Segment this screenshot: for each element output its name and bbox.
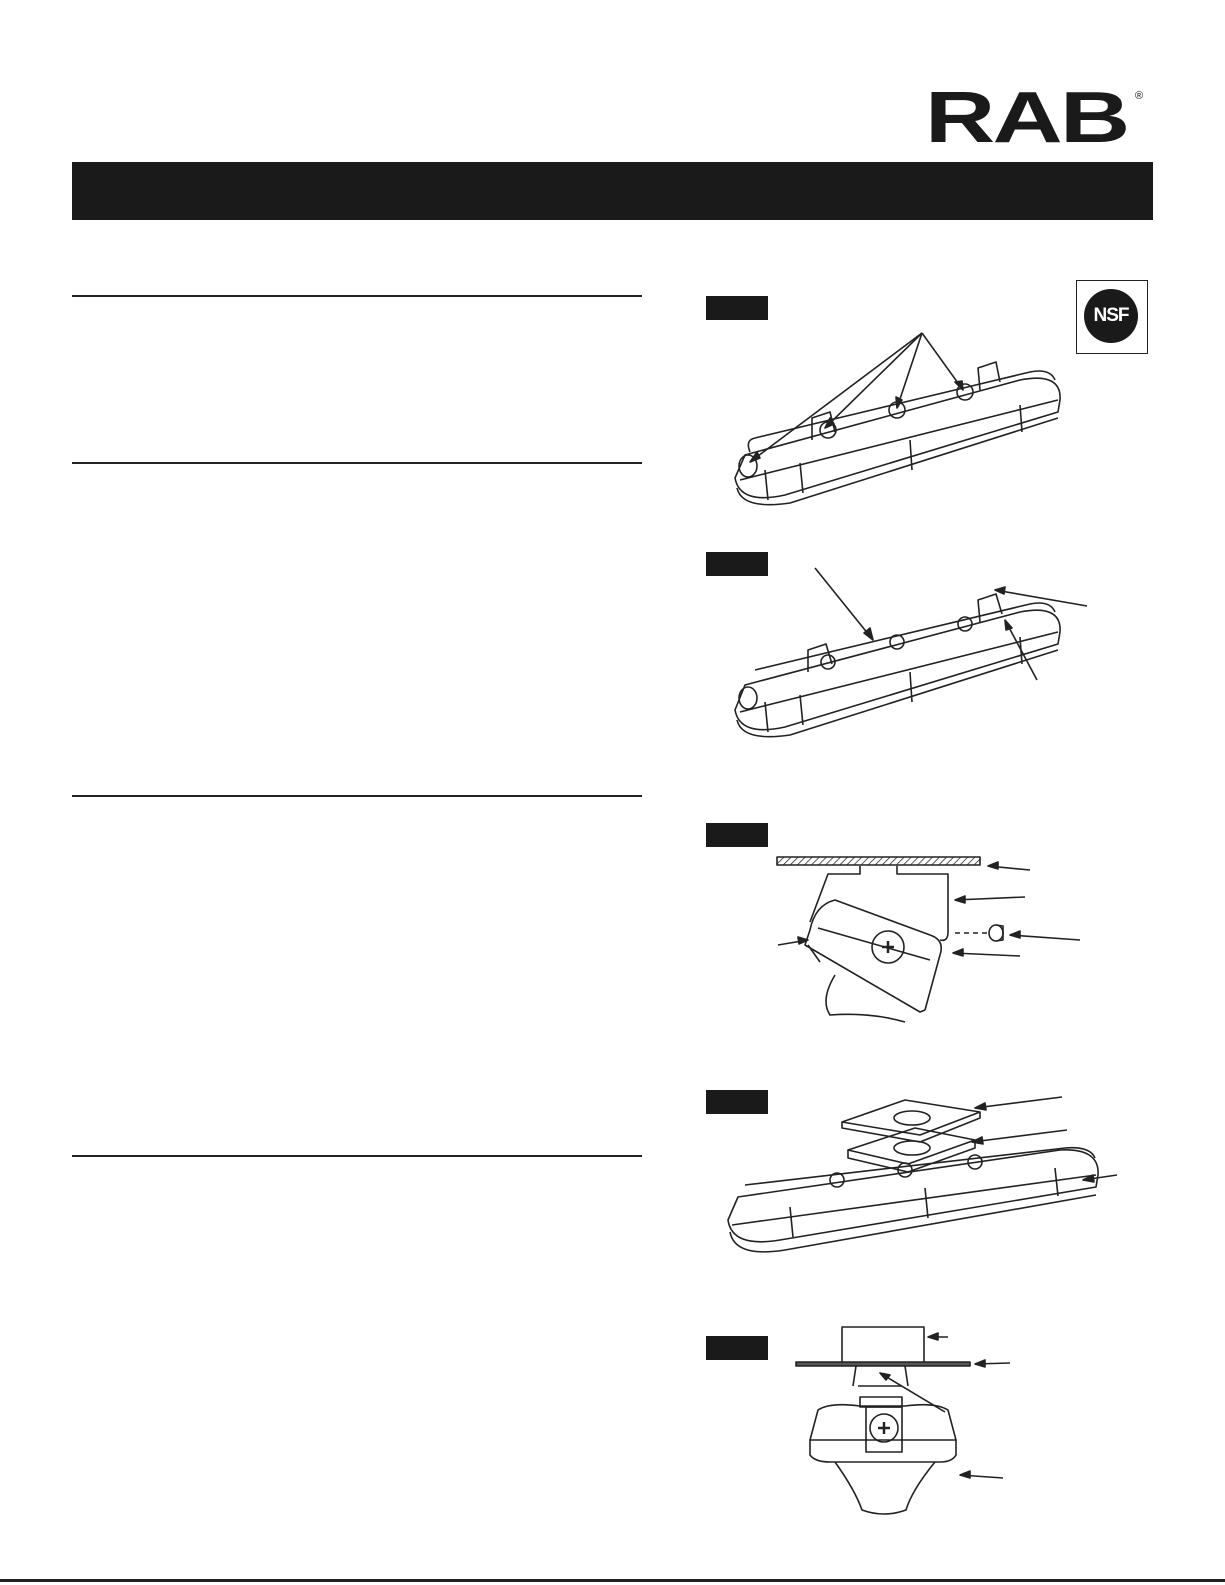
- nsf-badge-text: NSF: [1093, 305, 1129, 326]
- figure-3-bracket: [777, 857, 1080, 1022]
- registered-mark: ®: [1135, 90, 1144, 102]
- page-bottom-rule: [0, 1579, 1225, 1582]
- figure-1-fixture: [735, 333, 1060, 505]
- logo-wordmark: RAB: [925, 78, 1128, 158]
- figure-2-fixture: [735, 568, 1087, 737]
- figure-5-pendant: [796, 1327, 1010, 1514]
- figure-4-plates: [728, 1097, 1117, 1252]
